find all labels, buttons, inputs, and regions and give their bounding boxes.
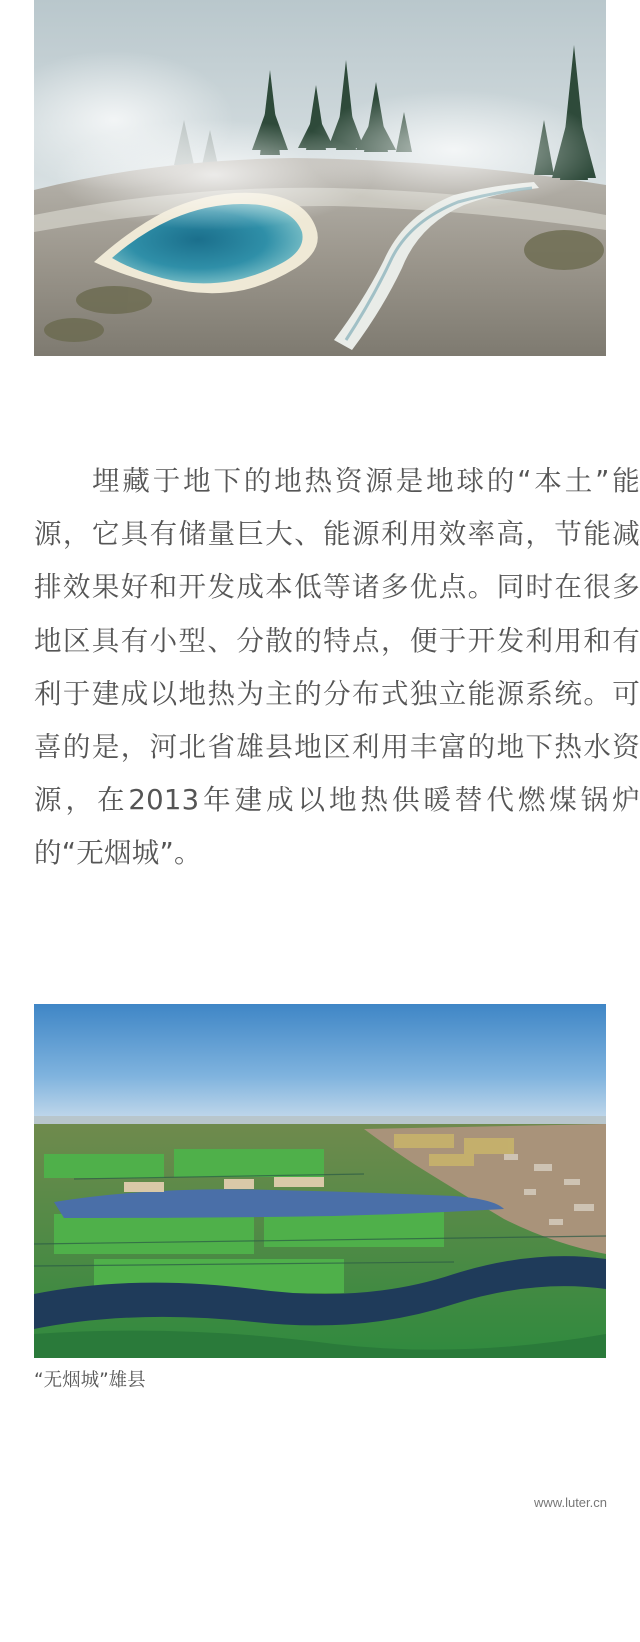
county-aerial-photo xyxy=(34,1004,606,1358)
hot-spring-photo xyxy=(34,0,606,356)
site-url: www.luter.cn xyxy=(534,1495,607,1510)
photo-caption: “无烟城”雄县 xyxy=(34,1370,146,1391)
article-paragraph: 埋藏于地下的地热资源是地球的“本土”能源，它具有储量巨大、能源利用效率高，节能减排效果好和开发成本低等诸多优点。同时在很多地区具有小型、分散的特点，便于开发利用和有利于建成以地热为主的分布式独立能源系统。可喜的是，河北省雄县地区利用丰富的地下热水资源，在2013年建成以地热供暖替代燃煤锅炉的“无烟城”。 xyxy=(34,465,640,870)
